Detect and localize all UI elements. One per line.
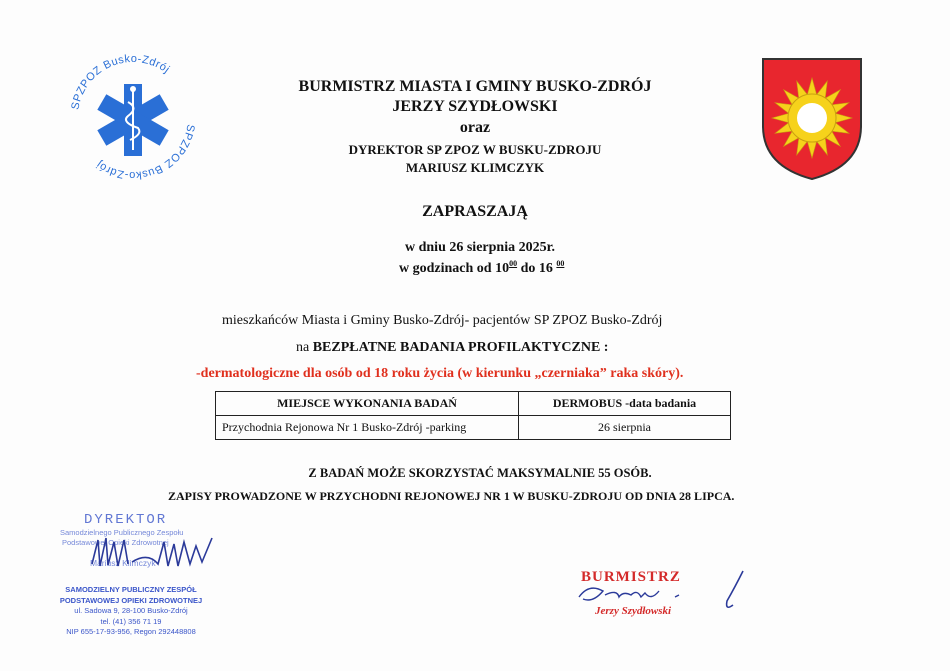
hours-sup-start: 00 — [509, 259, 518, 268]
address-stamp-line2: PODSTAWOWEJ OPIEKI ZDROWOTNEJ — [59, 595, 203, 605]
table-header-row — [216, 392, 731, 416]
offer-prefix: na — [296, 340, 313, 355]
logo-ring-text: SPZPOZ Busko-Zdrój — [69, 52, 172, 111]
address-stamp-line4: tel. (41) 356 71 19 — [100, 616, 162, 626]
header-mayor-name: JERZY SZYDŁOWSKI — [392, 98, 558, 115]
offer-line — [296, 340, 608, 356]
hours-sup-end: 00 — [556, 259, 565, 268]
specialty-line: -dermatologiczne dla osób od 18 roku życia (w kierunku „czerniaka” raka skóry). — [196, 366, 684, 381]
offer-bold: BEZPŁATNE BADANIA PROFILAKTYCZNE : — [312, 340, 609, 355]
director-signature-icon — [88, 532, 218, 572]
address-stamp-line5: NIP 655-17-93-956, Regon 292448808 — [66, 627, 196, 636]
coat-of-arms-icon — [760, 56, 864, 182]
address-stamp-line1: SAMODZIELNY PUBLICZNY ZESPÓŁ — [65, 585, 197, 594]
director-stamp — [60, 512, 220, 574]
notice-capacity: Z BADAŃ MOŻE SKORZYSTAĆ MAKSYMALNIE 55 OSÓB. — [308, 466, 652, 480]
table-row — [216, 416, 731, 440]
table-header-place: MIEJSCE WYKONANIA BADAŃ — [216, 392, 519, 416]
address-stamp — [56, 585, 206, 638]
table-header-date: DERMOBUS -data badania — [519, 392, 731, 416]
director-stamp-line1: Samodzielnego Publicznego Zespołu — [60, 528, 184, 537]
hours-line — [399, 259, 564, 277]
header-director-name: MARIUSZ KLIMCZYK — [405, 160, 545, 175]
spzpoz-logo — [58, 42, 208, 192]
hours-prefix: w godzinach od 10 — [399, 261, 510, 276]
logo-ring-text-2: SPZPOZ Busko-Zdrój — [94, 123, 197, 182]
header-mayor-title: BURMISTRZ MIASTA I GMINY BUSKO-ZDRÓJ — [298, 78, 652, 95]
mayor-stamp — [575, 567, 755, 637]
mayor-stamp-title: BURMISTRZ — [581, 569, 681, 585]
venue-table — [215, 391, 731, 440]
director-stamp-title: DYREKTOR — [84, 512, 168, 528]
address-stamp-line3: ul. Sadowa 9, 28-100 Busko-Zdrój — [74, 606, 188, 615]
header-director-title: DYREKTOR SP ZPOZ W BUSKU-ZDROJU — [348, 142, 602, 157]
invite-heading: ZAPRASZAJĄ — [422, 203, 528, 220]
audience-line: mieszkańców Miasta i Gminy Busko-Zdrój- pacjentów SP ZPOZ Busko-Zdrój — [222, 313, 663, 328]
star-of-life-icon — [97, 84, 168, 156]
notice-registration: ZAPISY PROWADZONE W PRZYCHODNI REJONOWEJ NR 1 W BUSKU-ZDROJU OD DNIA 28 LIPCA. — [168, 489, 735, 503]
table-cell-place: Przychodnia Rejonowa Nr 1 Busko-Zdrój -parking — [216, 416, 519, 440]
mayor-signature-icon — [575, 567, 755, 637]
mayor-stamp-name: Jerzy Szydłowski — [595, 605, 672, 617]
director-stamp-line2: Podstawowej Opieki Zdrowotnej — [62, 538, 169, 547]
hours-middle: do 16 — [517, 261, 553, 276]
date-line: w dniu 26 sierpnia 2025r. — [405, 240, 556, 255]
director-stamp-name: Mariusz Klimczyk — [90, 558, 156, 568]
table-cell-date: 26 sierpnia — [519, 416, 731, 440]
header-conjunction: oraz — [459, 119, 491, 136]
